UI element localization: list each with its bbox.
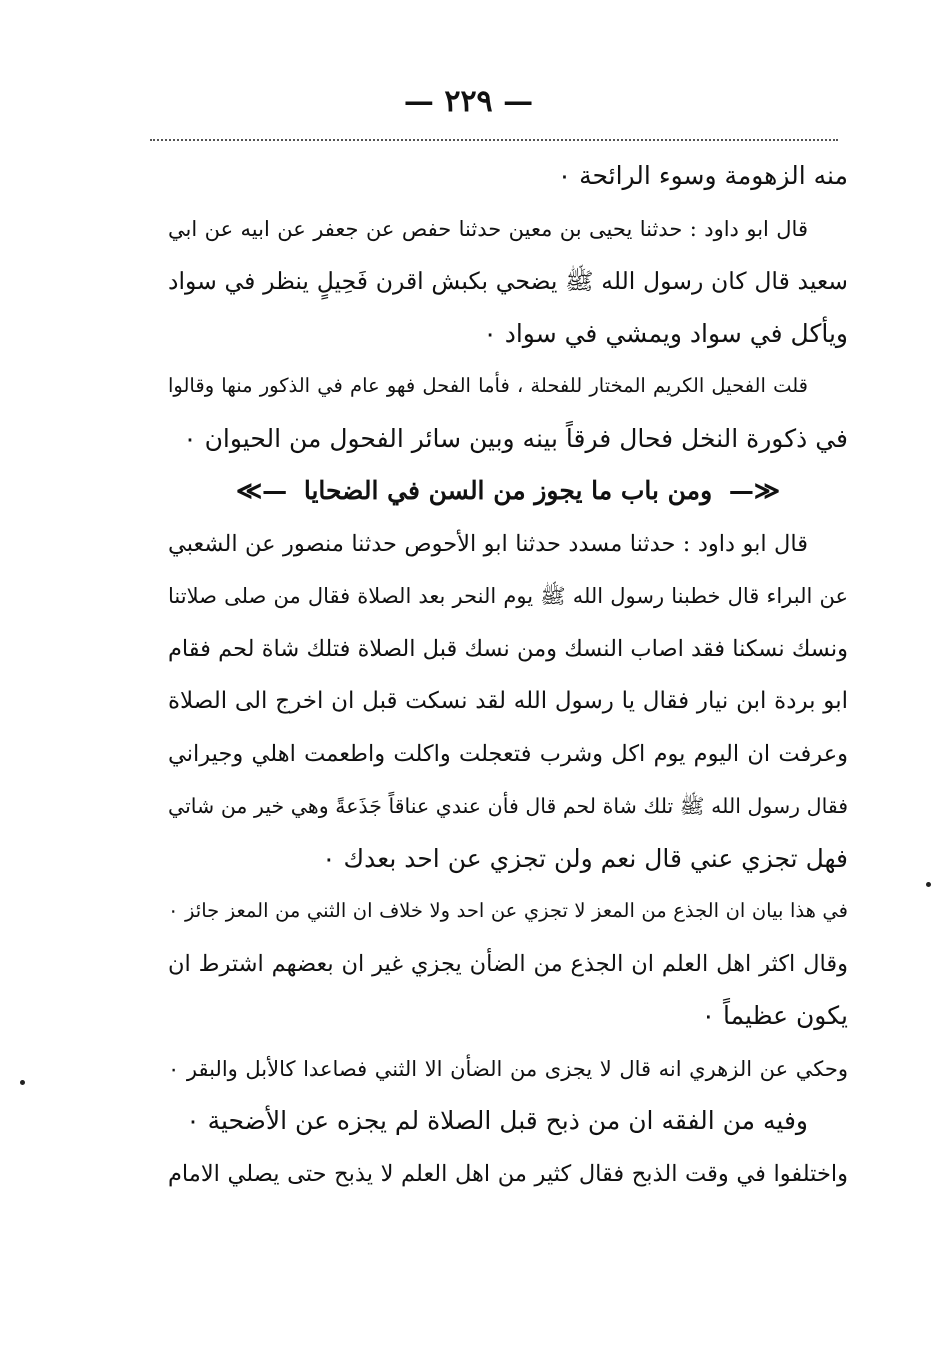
text-line-9: عن البراء قال خطبنا رسول الله ﷺ يوم النحر بعد الصلاة فقال من صلى صلاتنا: [168, 584, 848, 608]
text-line-1: منه الزهومة وسوء الرائحة ٠: [557, 161, 848, 190]
text-line-10: ونسك نسكنا فقد اصاب النسك ومن نسك قبل الصلاة فتلك شاة لحم فقام: [168, 635, 848, 662]
text-line-16: وقال اكثر اهل العلم ان الجذع من الضأن يجزي غير ان بعضهم اشترط ان: [168, 950, 848, 977]
page-body: [168, 150, 848, 1200]
text-line-17: يكون عظيماً ٠: [701, 1001, 848, 1030]
text-line-19: وفيه من الفقه ان من ذبح قبل الصلاة لم يجزه عن الأضحية ٠: [186, 1106, 808, 1135]
heading-ornament-left: —≫: [235, 476, 288, 505]
text-line-15: في هذا بيان ان الجذع من المعز لا تجزي عن احد ولا خلاف ان الثني من المعز جائز ٠: [168, 899, 848, 922]
text-line-5: قلت الفحيل الكريم المختار للفحلة ، فأما الفحل فهو عام في الذكور منها وقالوا: [168, 374, 808, 397]
text-line-2: قال ابو داود : حدثنا يحيى بن معين حدثنا حفص عن جعفر عن ابيه عن ابي: [168, 216, 808, 241]
header-divider: [150, 139, 838, 141]
scan-speck: [20, 1080, 25, 1085]
scan-speck: [926, 882, 931, 887]
text-line-14: فهل تجزي عني قال نعم ولن تجزي عن احد بعدك ٠: [322, 843, 848, 873]
text-line-11: ابو بردة ابن نيار فقال يا رسول الله لقد نسكت قبل ان اخرج الى الصلاة: [168, 688, 848, 714]
section-heading: [168, 465, 848, 518]
text-line-12: وعرفت ان اليوم يوم اكل وشرب فتعجلت واكلت واطعمت اهلي وجيراني: [168, 740, 848, 767]
text-line-3: سعيد قال كان رسول الله ﷺ يضحي بكبش اقرن فَحِيلٍ ينظر في سواد: [168, 267, 848, 295]
page-number: — ٢٢٩ —: [403, 84, 534, 119]
text-line-18: وحكي عن الزهري انه قال لا يجزى من الضأن الا الثني فصاعدا كالأبل والبقر ٠: [168, 1056, 848, 1081]
section-heading-text: ومن باب ما يجوز من السن في الضحايا: [303, 476, 713, 505]
text-line-6: في ذكورة النخل فحال فرقاً بينه وبين سائر الفحول من الحيوان ٠: [183, 423, 848, 453]
text-line-4: ويأكل في سواد ويمشي في سواد ٠: [483, 318, 848, 348]
text-line-8: قال ابو داود : حدثنا مسدد حدثنا ابو الأحوص حدثنا منصور عن الشعبي: [168, 530, 808, 557]
heading-ornament-right: ≪—: [728, 476, 781, 505]
text-line-20: واختلفوا في وقت الذبح فقال كثير من اهل العلم لا يذبح حتى يصلي الامام: [168, 1160, 848, 1187]
text-line-13: فقال رسول الله ﷺ تلك شاة لحم قال فأن عندي عناقاً جَذَعةً وهي خير من شاتي: [168, 794, 848, 818]
